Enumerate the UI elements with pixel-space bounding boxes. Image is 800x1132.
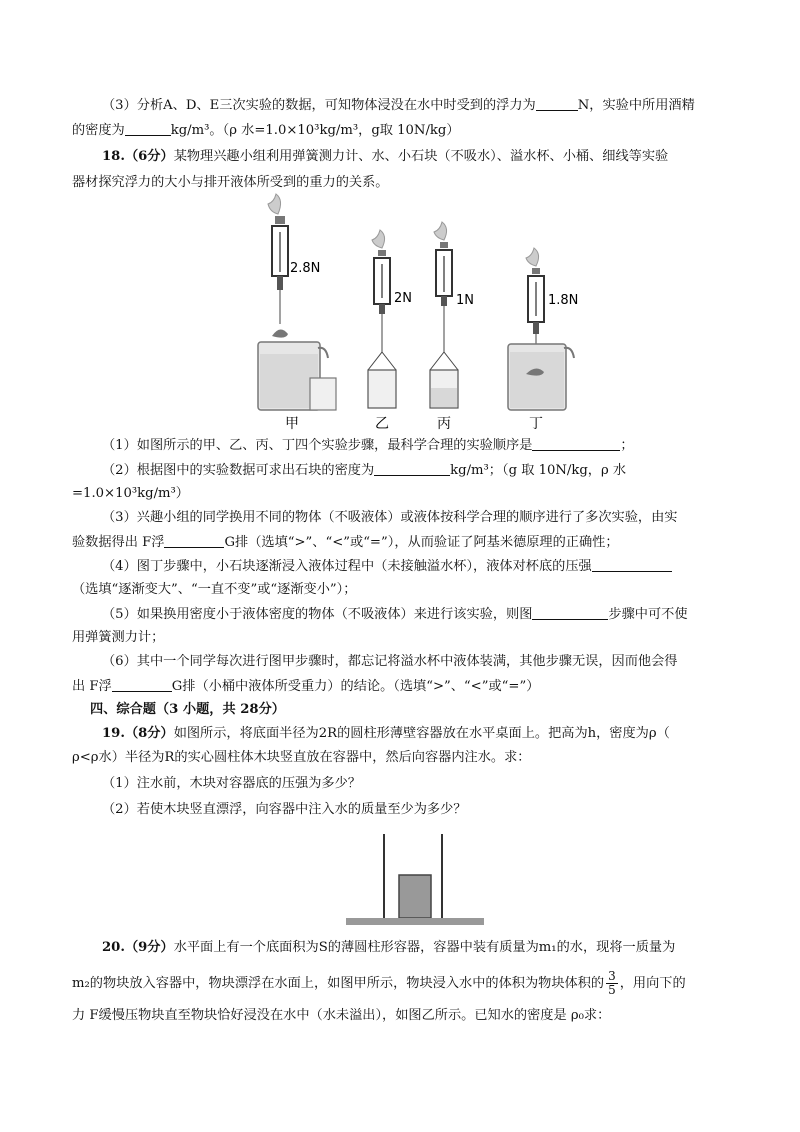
q18-experiment-figure bbox=[250, 192, 590, 432]
q18-p6: （6）其中一个同学每次进行图甲步骤时，都忘记将溢水杯中液体装满，其他步骤无误，因而他会得 bbox=[102, 654, 678, 669]
q18-p5-cont: 用弹簧测力计； bbox=[72, 630, 165, 645]
q19-sub2: （2）若使木块竖直漂浮，向容器中注入水的质量至少为多少？ bbox=[102, 802, 467, 817]
q18-p4: （4）图丁步骤中，小石块逐渐浸入液体过程中（未接触溢水杯），液体对杯底的压强 bbox=[102, 557, 672, 576]
reading-jia: 2.8N bbox=[290, 261, 321, 276]
q20-line3: 力 F缓慢压物块直至物块恰好浸没在水中（水未溢出），如图乙所示。已知水的密度是 ρ₀求： bbox=[72, 1008, 611, 1023]
fraction-three-fifths: $\frac{3}{5}$ bbox=[608, 969, 616, 997]
q18-p3: （3）兴趣小组的同学换用不同的物体（不吸液体）或液体按科学合理的顺序进行了多次实验，由实 bbox=[102, 510, 678, 525]
q18-header: 18.（6分）某物理兴趣小组利用弹簧测力计、水、小石块（不吸水）、溢水杯、小桶、细线等实验 bbox=[102, 149, 669, 164]
step-yi bbox=[368, 230, 412, 432]
q18-header-line2: 器材探究浮力的大小与排开液体所受到的重力的关系。 bbox=[72, 175, 389, 190]
label-yi: 乙 bbox=[375, 416, 389, 432]
q17-3-line1: （3）分析A、D、E三次实验的数据，可知物体浸没在水中时受到的浮力为 N，实验中所用酒精 bbox=[102, 98, 695, 113]
q18-p2: （2）根据图中的实验数据可求出石块的密度为 kg/m³；（g 取 10N/kg，ρ 水 bbox=[102, 463, 627, 478]
label-bing: 丙 bbox=[437, 416, 451, 432]
q17-3-line2: 的密度为 kg/m³。（ρ 水=1.0×10³kg/m³，g取 10N/kg） bbox=[72, 123, 460, 138]
q19-line1: 19.（8分）如图所示，将底面半径为2R的圆柱形薄壁容器放在水平桌面上。把高为h，密度为ρ（ bbox=[102, 726, 670, 741]
label-ding: 丁 bbox=[529, 416, 543, 432]
q19-container-figure bbox=[340, 830, 490, 930]
q18-p3-cont: 验数据得出 F浮 G排（选填“>”、“<”或“=”），从而验证了阿基米德原理的正确性； bbox=[72, 535, 619, 550]
q19-sub1: （1）注水前，木块对容器底的压强为多少？ bbox=[102, 776, 361, 791]
label-jia: 甲 bbox=[285, 416, 299, 432]
section-4-title: 四、综合题（3 小题，共 28分） bbox=[90, 702, 285, 717]
q18-p4-cont: （选填“逐渐变大”、“一直不变”或“逐渐变小”）； bbox=[72, 582, 357, 597]
step-ding bbox=[508, 248, 578, 432]
q18-p5: （5）如果换用密度小于液体密度的物体（不吸液体）来进行该实验，则图 步骤中可不使 bbox=[102, 607, 688, 622]
reading-bing: 1N bbox=[456, 293, 474, 308]
q20-line2: m₂的物块放入容器中，物块漂浮在水面上，如图甲所示，物块浸入水中的体积为物块体积的 $\frac{3}{5}$ ，用向下的 bbox=[72, 969, 686, 997]
reading-ding: 1.8N bbox=[548, 293, 579, 308]
q18-p2-cont: =1.0×10³kg/m³） bbox=[72, 486, 189, 501]
q19-line2: ρ<ρ水）半径为R的实心圆柱体木块竖直放在容器中，然后向容器内注水。求： bbox=[72, 750, 531, 765]
q18-p6-cont: 出 F浮 G排（小桶中液体所受重力）的结论。（选填“>”、“<”或“=”） bbox=[72, 679, 540, 694]
reading-yi: 2N bbox=[394, 291, 412, 306]
q20-line1: 20.（9分）水平面上有一个底面积为S的薄圆柱形容器，容器中装有质量为m₁的水，现将一质量为 bbox=[102, 940, 676, 955]
step-bing bbox=[430, 222, 474, 432]
q18-p1: （1）如图所示的甲、乙、丙、丁四个实验步骤，最科学合理的实验顺序是 ； bbox=[102, 438, 634, 453]
step-jia bbox=[258, 194, 336, 432]
